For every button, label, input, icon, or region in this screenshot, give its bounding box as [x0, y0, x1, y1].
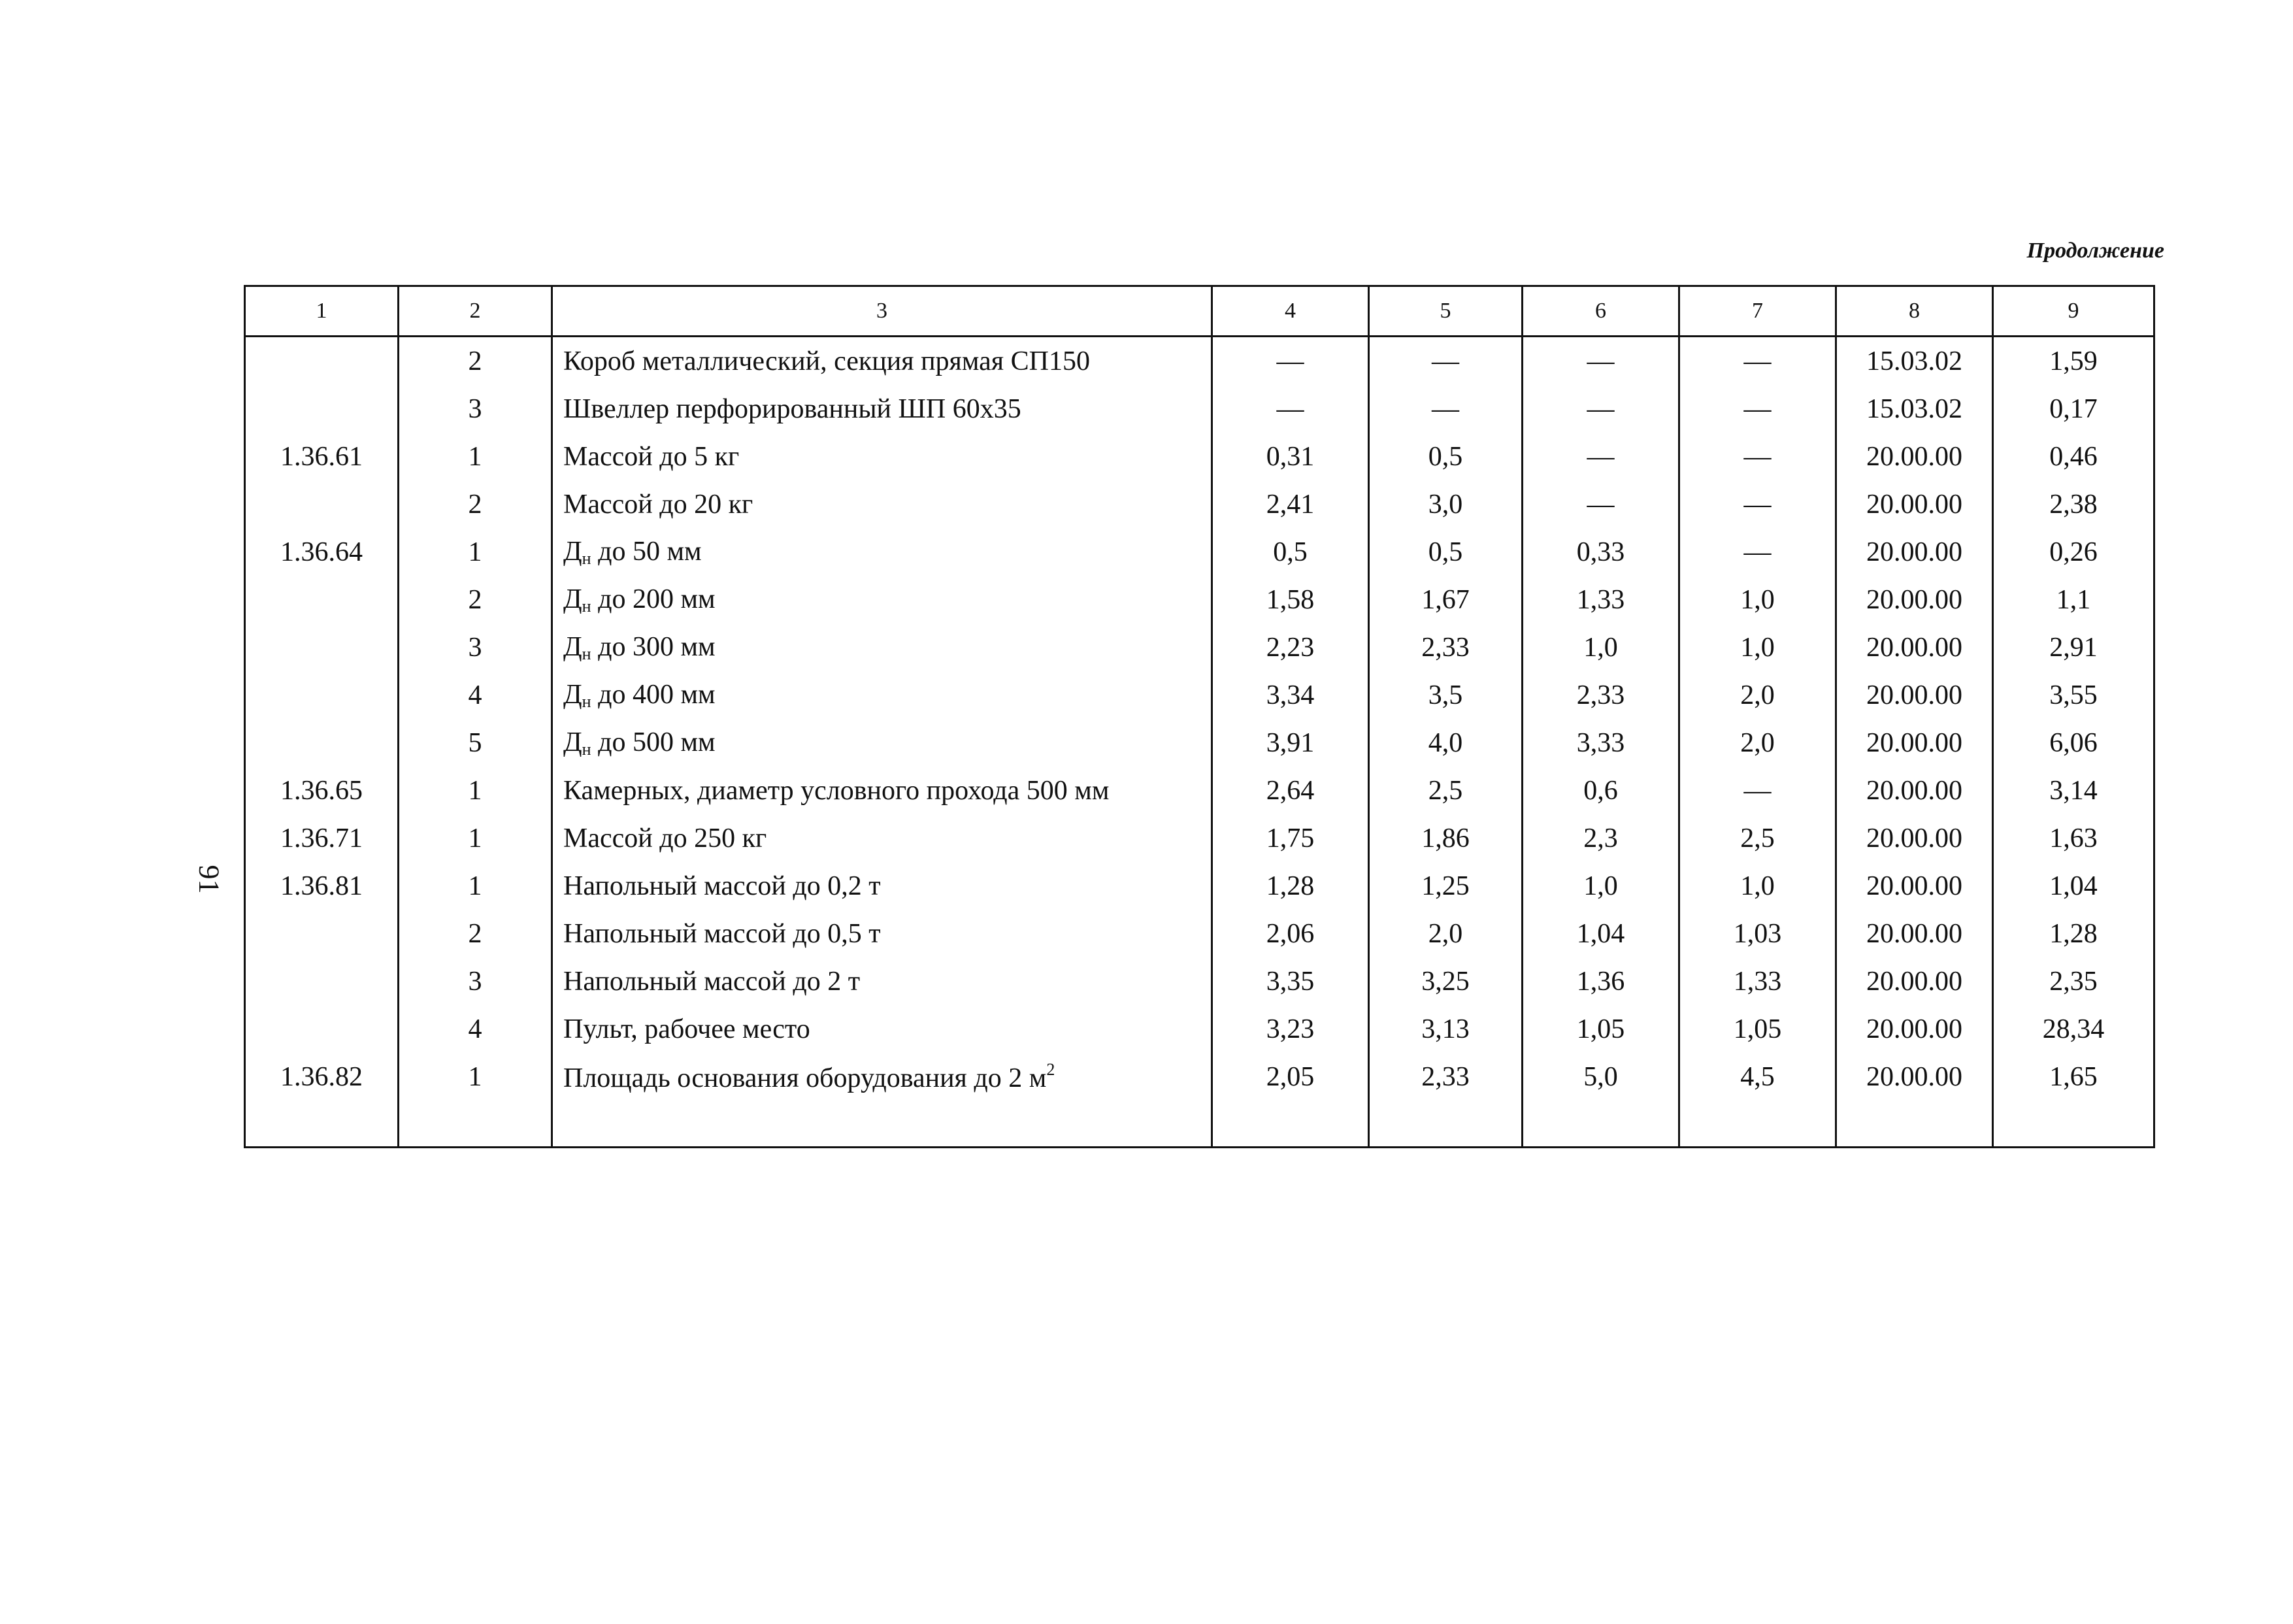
col5-cell: 1,86	[1369, 814, 1523, 862]
col6-cell: 1,04	[1523, 910, 1679, 957]
col7-cell: —	[1679, 385, 1836, 433]
col8-cell: 20.00.00	[1836, 862, 1993, 910]
col7-cell: 1,0	[1679, 576, 1836, 623]
col4-cell: 2,41	[1212, 480, 1369, 528]
col9-cell: 3,14	[1993, 767, 2154, 814]
item-name-cell: Напольный массой до 0,2 т	[552, 862, 1212, 910]
table-row	[245, 1053, 2154, 1101]
item-number-cell: 4	[399, 671, 552, 719]
col5-cell: 0,5	[1369, 528, 1523, 576]
item-code-cell	[245, 337, 399, 386]
item-name-cell	[552, 1053, 1212, 1101]
column-header: 7	[1679, 286, 1836, 337]
item-name-cell: Швеллер перфорированный ШП 60х35	[552, 385, 1212, 433]
item-name-text: Д	[563, 631, 582, 662]
col6-cell: —	[1523, 433, 1679, 480]
item-name-cell: Пульт, рабочее место	[552, 1005, 1212, 1053]
col8-cell: 20.00.00	[1836, 433, 1993, 480]
col8-cell: 15.03.02	[1836, 337, 1993, 386]
item-name-text: до 300 мм	[591, 631, 716, 662]
item-number-cell: 2	[399, 910, 552, 957]
col8-cell: 20.00.00	[1836, 814, 1993, 862]
empty-cell	[399, 1101, 552, 1148]
col4-cell: 1,75	[1212, 814, 1369, 862]
col7-cell: —	[1679, 433, 1836, 480]
col6-cell: 1,33	[1523, 576, 1679, 623]
column-header: 8	[1836, 286, 1993, 337]
col9-cell: 1,1	[1993, 576, 2154, 623]
table-row	[245, 576, 2154, 623]
column-header: 1	[245, 286, 399, 337]
col9-cell: 3,55	[1993, 671, 2154, 719]
empty-cell	[1523, 1101, 1679, 1148]
column-header: 9	[1993, 286, 2154, 337]
col6-cell: —	[1523, 385, 1679, 433]
item-code-cell: 1.36.65	[245, 767, 399, 814]
item-code-cell	[245, 1005, 399, 1053]
item-number-cell: 5	[399, 719, 552, 767]
item-code-cell: 1.36.61	[245, 433, 399, 480]
item-code-cell	[245, 719, 399, 767]
page-number: 91	[193, 865, 225, 894]
col7-cell: 1,0	[1679, 862, 1836, 910]
item-number-cell: 2	[399, 337, 552, 386]
col9-cell: 28,34	[1993, 1005, 2154, 1053]
col4-cell: 2,64	[1212, 767, 1369, 814]
item-name-subscript: н	[582, 596, 591, 616]
empty-cell	[1993, 1101, 2154, 1148]
table-row	[245, 719, 2154, 767]
col8-cell: 20.00.00	[1836, 623, 1993, 671]
col9-cell: 1,63	[1993, 814, 2154, 862]
col9-cell: 1,59	[1993, 337, 2154, 386]
table-row	[245, 385, 2154, 433]
item-code-cell	[245, 957, 399, 1005]
item-number-cell: 3	[399, 957, 552, 1005]
table-header-row	[245, 286, 2154, 337]
col9-cell: 0,46	[1993, 433, 2154, 480]
item-name-superscript: 2	[1046, 1059, 1055, 1079]
col9-cell: 1,04	[1993, 862, 2154, 910]
col6-cell: 1,36	[1523, 957, 1679, 1005]
col9-cell: 2,35	[1993, 957, 2154, 1005]
col9-cell: 2,38	[1993, 480, 2154, 528]
col5-cell: 1,25	[1369, 862, 1523, 910]
col7-cell: —	[1679, 528, 1836, 576]
table-row	[245, 910, 2154, 957]
col5-cell: 3,13	[1369, 1005, 1523, 1053]
item-number-cell: 1	[399, 862, 552, 910]
item-name-subscript: н	[582, 739, 591, 759]
item-name-cell: Массой до 250 кг	[552, 814, 1212, 862]
item-name-cell: Напольный массой до 2 т	[552, 957, 1212, 1005]
item-name-cell	[552, 623, 1212, 671]
col6-cell: 2,33	[1523, 671, 1679, 719]
column-header: 4	[1212, 286, 1369, 337]
item-code-cell: 1.36.81	[245, 862, 399, 910]
col7-cell: 1,0	[1679, 623, 1836, 671]
col6-cell: 1,0	[1523, 862, 1679, 910]
col4-cell: 3,34	[1212, 671, 1369, 719]
item-name-text: до 400 мм	[591, 679, 716, 710]
item-name-text: Д	[563, 727, 582, 757]
table-row	[245, 862, 2154, 910]
col5-cell: 4,0	[1369, 719, 1523, 767]
col8-cell: 20.00.00	[1836, 576, 1993, 623]
col7-cell: 1,33	[1679, 957, 1836, 1005]
col5-cell: —	[1369, 385, 1523, 433]
item-number-cell: 1	[399, 814, 552, 862]
table-row	[245, 337, 2154, 386]
item-name-text: до 50 мм	[591, 536, 702, 567]
item-name-subscript: н	[582, 548, 591, 568]
col7-cell: —	[1679, 767, 1836, 814]
col7-cell: 2,5	[1679, 814, 1836, 862]
col4-cell: 3,91	[1212, 719, 1369, 767]
col9-cell: 6,06	[1993, 719, 2154, 767]
item-code-cell	[245, 910, 399, 957]
item-name-text: до 200 мм	[591, 584, 716, 614]
item-number-cell: 1	[399, 528, 552, 576]
col9-cell: 2,91	[1993, 623, 2154, 671]
col7-cell: 1,03	[1679, 910, 1836, 957]
col5-cell: 3,0	[1369, 480, 1523, 528]
item-number-cell: 1	[399, 433, 552, 480]
empty-cell	[1679, 1101, 1836, 1148]
col7-cell: 4,5	[1679, 1053, 1836, 1101]
empty-cell	[552, 1101, 1212, 1148]
col8-cell: 20.00.00	[1836, 719, 1993, 767]
item-name-cell: Камерных, диаметр условного прохода 500 мм	[552, 767, 1212, 814]
col5-cell: 0,5	[1369, 433, 1523, 480]
col4-cell: 1,28	[1212, 862, 1369, 910]
item-name-cell: Напольный массой до 0,5 т	[552, 910, 1212, 957]
item-name-text: Площадь основания оборудования до 2 м	[563, 1063, 1047, 1093]
col4-cell: 0,31	[1212, 433, 1369, 480]
item-name-cell	[552, 528, 1212, 576]
table-row	[245, 814, 2154, 862]
table-row	[245, 433, 2154, 480]
col9-cell: 0,26	[1993, 528, 2154, 576]
col5-cell: 2,0	[1369, 910, 1523, 957]
col4-cell: 0,5	[1212, 528, 1369, 576]
col5-cell: 3,5	[1369, 671, 1523, 719]
item-name-cell: Короб металлический, секция прямая СП150	[552, 337, 1212, 386]
table-row	[245, 480, 2154, 528]
col6-cell: 1,0	[1523, 623, 1679, 671]
col6-cell: 5,0	[1523, 1053, 1679, 1101]
col4-cell: 2,23	[1212, 623, 1369, 671]
column-header: 3	[552, 286, 1212, 337]
col8-cell: 20.00.00	[1836, 480, 1993, 528]
col8-cell: 20.00.00	[1836, 767, 1993, 814]
col4-cell: 2,05	[1212, 1053, 1369, 1101]
col9-cell: 0,17	[1993, 385, 2154, 433]
col4-cell: 3,35	[1212, 957, 1369, 1005]
col8-cell: 20.00.00	[1836, 910, 1993, 957]
col5-cell: —	[1369, 337, 1523, 386]
col8-cell: 20.00.00	[1836, 528, 1993, 576]
item-name-cell	[552, 671, 1212, 719]
item-name-text: до 500 мм	[591, 727, 716, 757]
col8-cell: 20.00.00	[1836, 957, 1993, 1005]
col6-cell: —	[1523, 337, 1679, 386]
item-name-text: Д	[563, 584, 582, 614]
item-name-cell: Массой до 20 кг	[552, 480, 1212, 528]
item-number-cell: 3	[399, 623, 552, 671]
col5-cell: 2,33	[1369, 623, 1523, 671]
empty-cell	[1836, 1101, 1993, 1148]
item-number-cell: 1	[399, 1053, 552, 1101]
col6-cell: 0,6	[1523, 767, 1679, 814]
item-code-cell: 1.36.82	[245, 1053, 399, 1101]
col7-cell: —	[1679, 337, 1836, 386]
column-header: 6	[1523, 286, 1679, 337]
col7-cell: 2,0	[1679, 719, 1836, 767]
col6-cell: —	[1523, 480, 1679, 528]
col8-cell: 20.00.00	[1836, 1053, 1993, 1101]
item-name-subscript: н	[582, 691, 591, 711]
item-number-cell: 3	[399, 385, 552, 433]
col9-cell: 1,65	[1993, 1053, 2154, 1101]
col8-cell: 20.00.00	[1836, 671, 1993, 719]
col6-cell: 0,33	[1523, 528, 1679, 576]
item-name-cell: Массой до 5 кг	[552, 433, 1212, 480]
item-number-cell: 4	[399, 1005, 552, 1053]
item-name-subscript: н	[582, 644, 591, 663]
col7-cell: 2,0	[1679, 671, 1836, 719]
table-bottom-spacer	[245, 1101, 2154, 1148]
item-code-cell	[245, 623, 399, 671]
item-name-cell	[552, 719, 1212, 767]
table-row	[245, 623, 2154, 671]
item-code-cell: 1.36.71	[245, 814, 399, 862]
col6-cell: 2,3	[1523, 814, 1679, 862]
empty-cell	[1212, 1101, 1369, 1148]
table-row	[245, 671, 2154, 719]
item-name-text: Д	[563, 536, 582, 567]
col7-cell: —	[1679, 480, 1836, 528]
column-header: 5	[1369, 286, 1523, 337]
item-code-cell	[245, 480, 399, 528]
empty-cell	[1369, 1101, 1523, 1148]
col5-cell: 1,67	[1369, 576, 1523, 623]
col7-cell: 1,05	[1679, 1005, 1836, 1053]
col4-cell: 2,06	[1212, 910, 1369, 957]
col5-cell: 2,5	[1369, 767, 1523, 814]
table-row	[245, 957, 2154, 1005]
col9-cell: 1,28	[1993, 910, 2154, 957]
item-number-cell: 1	[399, 767, 552, 814]
continuation-label: Продолжение	[2026, 239, 2164, 263]
empty-cell	[245, 1101, 399, 1148]
item-code-cell: 1.36.64	[245, 528, 399, 576]
item-name-text: Д	[563, 679, 582, 710]
column-header: 2	[399, 286, 552, 337]
col4-cell: —	[1212, 337, 1369, 386]
col6-cell: 3,33	[1523, 719, 1679, 767]
table-row	[245, 1005, 2154, 1053]
col5-cell: 2,33	[1369, 1053, 1523, 1101]
col4-cell: 1,58	[1212, 576, 1369, 623]
item-code-cell	[245, 671, 399, 719]
item-code-cell	[245, 385, 399, 433]
col4-cell: —	[1212, 385, 1369, 433]
norms-table	[244, 285, 2155, 1148]
item-number-cell: 2	[399, 480, 552, 528]
col6-cell: 1,05	[1523, 1005, 1679, 1053]
table-body	[245, 337, 2154, 1148]
col8-cell: 15.03.02	[1836, 385, 1993, 433]
col4-cell: 3,23	[1212, 1005, 1369, 1053]
col8-cell: 20.00.00	[1836, 1005, 1993, 1053]
item-number-cell: 2	[399, 576, 552, 623]
col5-cell: 3,25	[1369, 957, 1523, 1005]
table-row	[245, 528, 2154, 576]
table-row	[245, 767, 2154, 814]
item-code-cell	[245, 576, 399, 623]
item-name-cell	[552, 576, 1212, 623]
